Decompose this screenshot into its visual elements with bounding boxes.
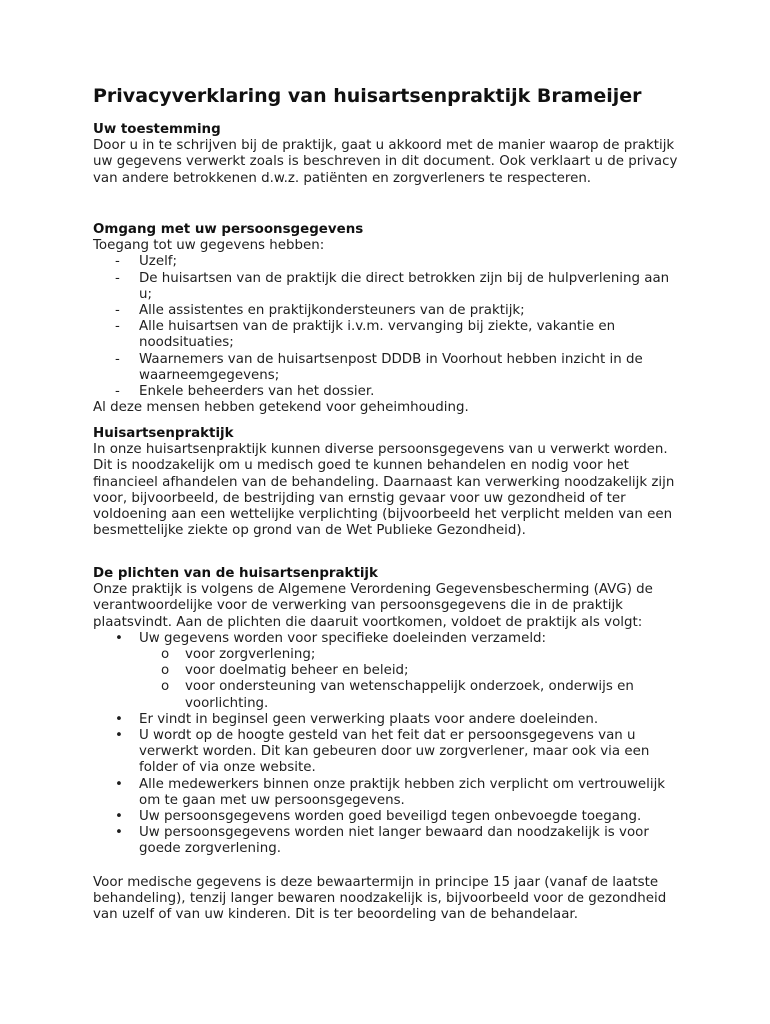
section-heading: De plichten van de huisartsenpraktijk bbox=[93, 566, 378, 581]
section-data-handling bbox=[93, 222, 683, 416]
bullet-marker: • bbox=[115, 825, 123, 841]
dash-marker: - bbox=[115, 270, 120, 286]
section-heading: Omgang met uw persoonsgegevens bbox=[93, 222, 364, 237]
list-item: - Alle assistentes en praktijkondersteuners van de praktijk; bbox=[115, 303, 525, 319]
bullet-marker: • bbox=[115, 728, 123, 744]
bullet-marker: • bbox=[115, 809, 123, 825]
list-item: - Alle huisartsen van de praktijk i.v.m. vervanging bij ziekte, vakantie en noodsituaties; bbox=[115, 319, 616, 351]
section-outro: Al deze mensen hebben getekend voor geheimhouding. bbox=[93, 400, 469, 416]
list-item: - Uzelf; bbox=[115, 254, 178, 270]
list-item: - Enkele beheerders van het dossier. bbox=[115, 384, 375, 400]
sublist-item: o voor doelmatig beheer en beleid; bbox=[161, 663, 409, 679]
dash-marker: - bbox=[115, 303, 120, 319]
bullet-marker: • bbox=[115, 776, 123, 792]
list-item: • Er vindt in beginsel geen verwerking plaats voor andere doeleinden. bbox=[115, 711, 599, 727]
sublist-item: o voor ondersteuning van wetenschappelijk onderzoek, onderwijs en voorlichting. bbox=[161, 679, 634, 711]
section-practice bbox=[93, 426, 683, 539]
list-item: • Alle medewerkers binnen onze praktijk hebben zich verplicht om vertrouwelijk om te gaan met uw persoonsgegevens. bbox=[115, 776, 666, 808]
access-list bbox=[93, 254, 683, 400]
section-heading: Uw toestemming bbox=[93, 122, 221, 137]
purpose-sublist bbox=[139, 647, 683, 712]
bullet-marker: • bbox=[115, 711, 123, 727]
list-item: • Uw gegevens worden voor specifieke doeleinden verzameld: o voor zorgverlening; o voor doelmatig beheer en beleid; o voor ondersteuning van wetenschappelijk onderzoek, onderwijs en voorlichting. bbox=[93, 631, 683, 712]
circle-marker: o bbox=[161, 663, 170, 679]
section-paragraph: Voor medische gegevens is deze bewaartermijn in principe 15 jaar (vanaf de laatste behandeling), tenzij langer bewaren noodzakelijk is, bijvoorbeeld voor de gezondheid van uzelf of van uw kinderen. Dit is ter beoordeling van de behandelaar. bbox=[93, 875, 667, 923]
bullet-marker: • bbox=[115, 630, 123, 646]
list-item: - Waarnemers van de huisartsenpost DDDB in Voorhout hebben inzicht in de waarneemgegevens; bbox=[115, 351, 643, 383]
list-item: - De huisartsen van de praktijk die direct betrokken zijn bij de hulpverlening aan u; bbox=[115, 270, 670, 302]
circle-marker: o bbox=[161, 647, 170, 663]
list-item: • Uw persoonsgegevens worden niet langer bewaard dan noodzakelijk is voor goede zorgverlening. bbox=[115, 825, 649, 857]
obligations-list bbox=[93, 631, 683, 858]
section-intro: Toegang tot uw gegevens hebben: bbox=[93, 238, 325, 254]
section-heading: Huisartsenpraktijk bbox=[93, 426, 234, 441]
section-paragraph: In onze huisartsenpraktijk kunnen diverse persoonsgegevens van u verwerkt worden. Dit is noodzakelijk om u medisch goed te kunnen behandelen en nodig voor het financieel afhandelen van de behandeling. Daarnaast kan verwerking noodzakelijk zijn voor, bijvoorbeeld, de bestrijding van ernstig gevaar voor uw gezondheid of ter voldoening aan een wettelijke verplichting (bijvoorbeeld het verplicht melden van een besmettelijke ziekte op grond van de Wet Publieke Gezondheid). bbox=[93, 442, 675, 539]
sublist-item: o voor zorgverlening; bbox=[161, 647, 316, 663]
section-intro: Onze praktijk is volgens de Algemene Verordening Gegevensbescherming (AVG) de verantwoordelijke voor de verwerking van persoonsgegevens die in de praktijk plaatsvindt. Aan de plichten die daaruit voortkomen, voldoet de praktijk als volgt: bbox=[93, 582, 653, 630]
section-consent bbox=[93, 122, 683, 187]
list-item: • U wordt op de hoogte gesteld van het feit dat er persoonsgegevens van u verwerkt worden. Dit kan gebeuren door uw zorgverlener, maar ook via een folder of via onze website. bbox=[115, 728, 650, 776]
dash-marker: - bbox=[115, 351, 120, 367]
dash-marker: - bbox=[115, 384, 120, 400]
section-obligations bbox=[93, 566, 683, 858]
dash-marker: - bbox=[115, 254, 120, 270]
list-item: • Uw persoonsgegevens worden goed beveiligd tegen onbevoegde toegang. bbox=[115, 809, 642, 825]
document-title: Privacyverklaring van huisartsenpraktijk Brameijer bbox=[93, 85, 642, 107]
section-paragraph: Door u in te schrijven bij de praktijk, gaat u akkoord met de manier waarop de praktijk uw gegevens verwerkt zoals is beschreven in dit document. Ook verklaart u de privacy van andere betrokkenen d.w.z. patiënten en zorgverleners te respecteren. bbox=[93, 138, 678, 186]
section-retention bbox=[93, 875, 683, 924]
dash-marker: - bbox=[115, 319, 120, 335]
circle-marker: o bbox=[161, 679, 170, 695]
